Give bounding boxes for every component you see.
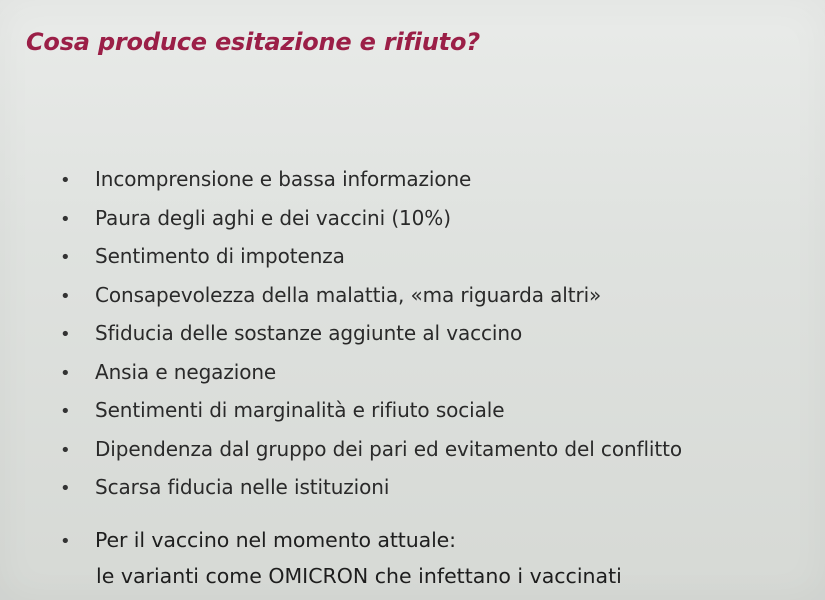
bullet-icon: • [60, 439, 71, 461]
last-bullet-line2: le varianti come OMICRON che infettano i vaccinati [96, 564, 622, 588]
last-bullet-line1 [60, 528, 622, 560]
bullet-icon: • [60, 531, 71, 552]
bullet-text: Sfiducia delle sostanze aggiunte al vaccino [95, 321, 523, 345]
bullet-text: Incomprensione e bassa informazione [95, 167, 472, 191]
list-item [60, 398, 682, 437]
list-item [60, 321, 682, 360]
list-item [60, 360, 682, 399]
bullet-text: Ansia e negazione [95, 359, 277, 384]
bullet-icon: • [60, 478, 71, 499]
list-item [60, 206, 682, 245]
bullet-icon: • [60, 324, 71, 345]
bullet-list [60, 167, 682, 514]
bullet-text: Sentimenti di marginalità e rifiuto sociale [95, 398, 505, 422]
list-item [60, 167, 682, 206]
bullet-text: Consapevolezza della malattia, «ma riguarda altri» [95, 282, 602, 307]
bullet-text: Sentimento di impotenza [95, 244, 345, 268]
bullet-icon: • [60, 362, 71, 384]
list-item [60, 437, 682, 476]
bullet-icon: • [60, 247, 71, 268]
bullet-icon: • [60, 285, 71, 307]
list-item [60, 475, 682, 514]
bullet-icon: • [60, 170, 71, 191]
bullet-text: Per il vaccino nel momento attuale: [95, 528, 456, 552]
bullet-text: Dipendenza dal gruppo dei pari ed evitamento del conflitto [95, 436, 683, 461]
list-item [60, 283, 682, 322]
bullet-text: Scarsa fiducia nelle istituzioni [95, 475, 390, 499]
list-item [60, 244, 682, 283]
bullet-icon: • [60, 401, 71, 422]
slide-title: Cosa produce esitazione e rifiuto? [26, 28, 480, 56]
bullet-icon: • [60, 208, 71, 230]
last-bullet [60, 528, 622, 592]
bullet-text: Paura degli aghi e dei vaccini (10%) [95, 205, 451, 230]
